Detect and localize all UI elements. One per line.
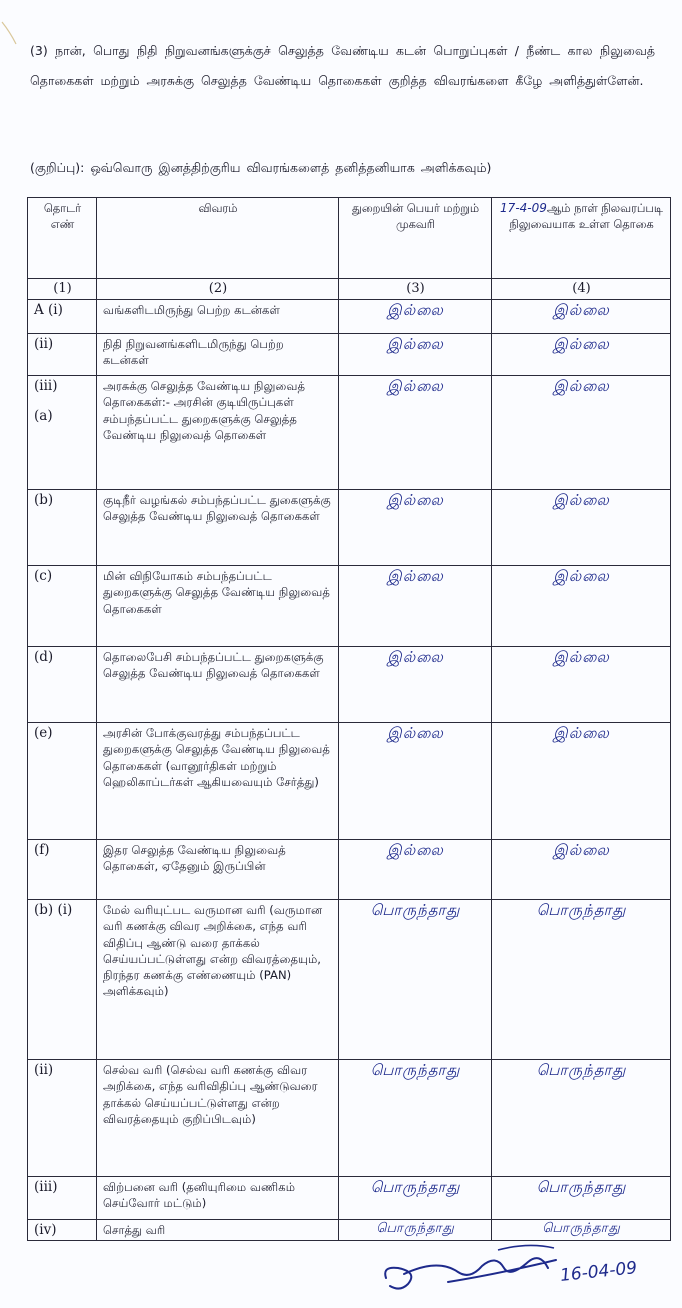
amount-entry: பொருந்தாது	[492, 1177, 671, 1220]
row-description: அரசின் போக்குவரத்து சம்பந்தப்பட்ட துறைகளுக்கு செலுத்த வேண்டிய நிலுவைத் தொகைகள் (வானூர்திகள் மற்றும் ஹெலிகாப்டர்கள் ஆகியவையும் சேர்த்து)	[97, 723, 339, 840]
serial-no: (b)	[28, 490, 97, 566]
row-description: மின் விநியோகம் சம்பந்தப்பட்ட துறைகளுக்கு செலுத்த வேண்டிய நிலுவைத் தொகைகள்	[97, 566, 339, 647]
serial-no-main: (iii)	[34, 378, 58, 394]
amount-entry: இல்லை	[492, 300, 671, 334]
table-row	[28, 900, 671, 1060]
col-number: (2)	[97, 279, 339, 300]
row-description: குடிநீர் வழங்கல் சம்பந்தப்பட்ட துகைளுக்கு செலுத்த வேண்டிய நிலுவைத் தொகைகள்	[97, 490, 339, 566]
table-row	[28, 376, 671, 490]
amount-entry: பொருந்தாது	[492, 900, 671, 1060]
amount-entry: பொருந்தாது	[492, 1220, 671, 1241]
amount-entry: இல்லை	[492, 376, 671, 490]
serial-no: A (i)	[28, 300, 97, 334]
department-entry: இல்லை	[339, 376, 492, 490]
serial-no-sub: (a)	[34, 408, 53, 425]
intro-paragraph: (3) நான், பொது நிதி நிறுவனங்களுக்குச் செலுத்த வேண்டிய கடன் பொறுப்புகள் / நீண்ட கால நிலுவைத் தொகைகள் மற்றும் அரசுக்கு செலுத்த வேண்டிய தொகைகள் குறித்த விவரங்களை கீழே அளித்துள்ளேன்.	[30, 43, 655, 88]
col-number: (1)	[28, 279, 97, 300]
signature-date: 16-04-09	[559, 1258, 639, 1286]
department-entry: பொருந்தாது	[339, 1220, 492, 1241]
serial-no: (ii)	[28, 1060, 97, 1177]
department-entry: இல்லை	[339, 840, 492, 900]
row-description: இதர செலுத்த வேண்டிய நிலுவைத் தொகைள், ஏதேனும் இருப்பின்	[97, 840, 339, 900]
serial-no: (b) (i)	[28, 900, 97, 1060]
row-description: வங்களிடமிருந்து பெற்ற கடன்கள்	[97, 300, 339, 334]
row-description: தொலைபேசி சம்பந்தப்பட்ட துறைகளுக்கு செலுத்த வேண்டிய நிலுவைத் தொகைகள்	[97, 647, 339, 723]
row-description: மேல் வரியுட்பட வருமான வரி (வருமான வரி கணக்கு விவர அறிக்கை, எந்த வரி விதிப்பு ஆண்டு வரை தாக்கல் செய்யப்பட்டுள்ளது என்ற விவரத்தையும், நிரந்தர கணக்கு எண்ணையும் (PAN) அளிக்கவும்)	[97, 900, 339, 1060]
table-row	[28, 334, 671, 376]
department-entry: பொருந்தாது	[339, 900, 492, 1060]
table-row	[28, 300, 671, 334]
serial-no	[28, 376, 97, 490]
header-outstanding	[492, 198, 671, 279]
department-entry: இல்லை	[339, 566, 492, 647]
department-entry: பொருந்தாது	[339, 1177, 492, 1220]
amount-entry: இல்லை	[492, 490, 671, 566]
table-row	[28, 490, 671, 566]
header-serial-no: தொடர் எண்	[28, 198, 97, 279]
amount-entry: இல்லை	[492, 840, 671, 900]
table-row	[28, 1177, 671, 1220]
table-header-row	[28, 198, 671, 279]
header-department: துறையின் பெயர் மற்றும் முகவரி	[339, 198, 492, 279]
serial-no: (d)	[28, 647, 97, 723]
department-entry: பொருந்தாது	[339, 1060, 492, 1177]
instruction-note: (குறிப்பு): ஒவ்வொரு இனத்திற்குரிய விவரங்களைத் தனித்தனியாக அளிக்கவும்)	[30, 160, 492, 175]
amount-entry: இல்லை	[492, 334, 671, 376]
serial-no: (iv)	[28, 1220, 97, 1241]
liabilities-table	[27, 197, 671, 1241]
table-row	[28, 840, 671, 900]
row-description: அரசுக்கு செலுத்த வேண்டிய நிலுவைத் தொகைகள்:- அரசின் குடியிருப்புகள் சம்பந்தப்பட்ட துறைகளுக்கு செலுத்த வேண்டிய நிலுவைத் தொகைள்	[97, 376, 339, 490]
amount-entry: இல்லை	[492, 723, 671, 840]
department-entry: இல்லை	[339, 647, 492, 723]
col-number: (3)	[339, 279, 492, 300]
serial-no: (ii)	[28, 334, 97, 376]
col-number: (4)	[492, 279, 671, 300]
handwritten-date: 17-4-09	[500, 201, 547, 215]
row-description: சொத்து வரி	[97, 1220, 339, 1241]
row-description: விற்பனை வரி (தனியுரிமை வணிகம் செய்வோர் மட்டும்)	[97, 1177, 339, 1220]
column-number-row	[28, 279, 671, 300]
table-row	[28, 647, 671, 723]
row-description: செல்வ வரி (செல்வ வரி கணக்கு விவர அறிக்கை, எந்த வரிவிதிப்பு ஆண்டுவரை தாக்கல் செய்யப்பட்டுள்ளது என்ற விவரத்தையும் குறிப்பிடவும்)	[97, 1060, 339, 1177]
table-row	[28, 1060, 671, 1177]
table-row	[28, 723, 671, 840]
amount-entry: இல்லை	[492, 566, 671, 647]
department-entry: இல்லை	[339, 723, 492, 840]
department-entry: இல்லை	[339, 334, 492, 376]
amount-entry: இல்லை	[492, 647, 671, 723]
table-row	[28, 566, 671, 647]
serial-no: (e)	[28, 723, 97, 840]
department-entry: இல்லை	[339, 490, 492, 566]
corner-pen-mark	[0, 18, 20, 48]
serial-no: (c)	[28, 566, 97, 647]
department-entry: இல்லை	[339, 300, 492, 334]
row-description: நிதி நிறுவனங்களிடமிருந்து பெற்ற கடன்கள்	[97, 334, 339, 376]
serial-no: (f)	[28, 840, 97, 900]
amount-entry: பொருந்தாது	[492, 1060, 671, 1177]
serial-no: (iii)	[28, 1177, 97, 1220]
header-outstanding-label: ஆம் நாள் நிலவரப்படி நிலுவையாக உள்ள தொகை	[509, 201, 663, 232]
header-description: விவரம்	[97, 198, 339, 279]
